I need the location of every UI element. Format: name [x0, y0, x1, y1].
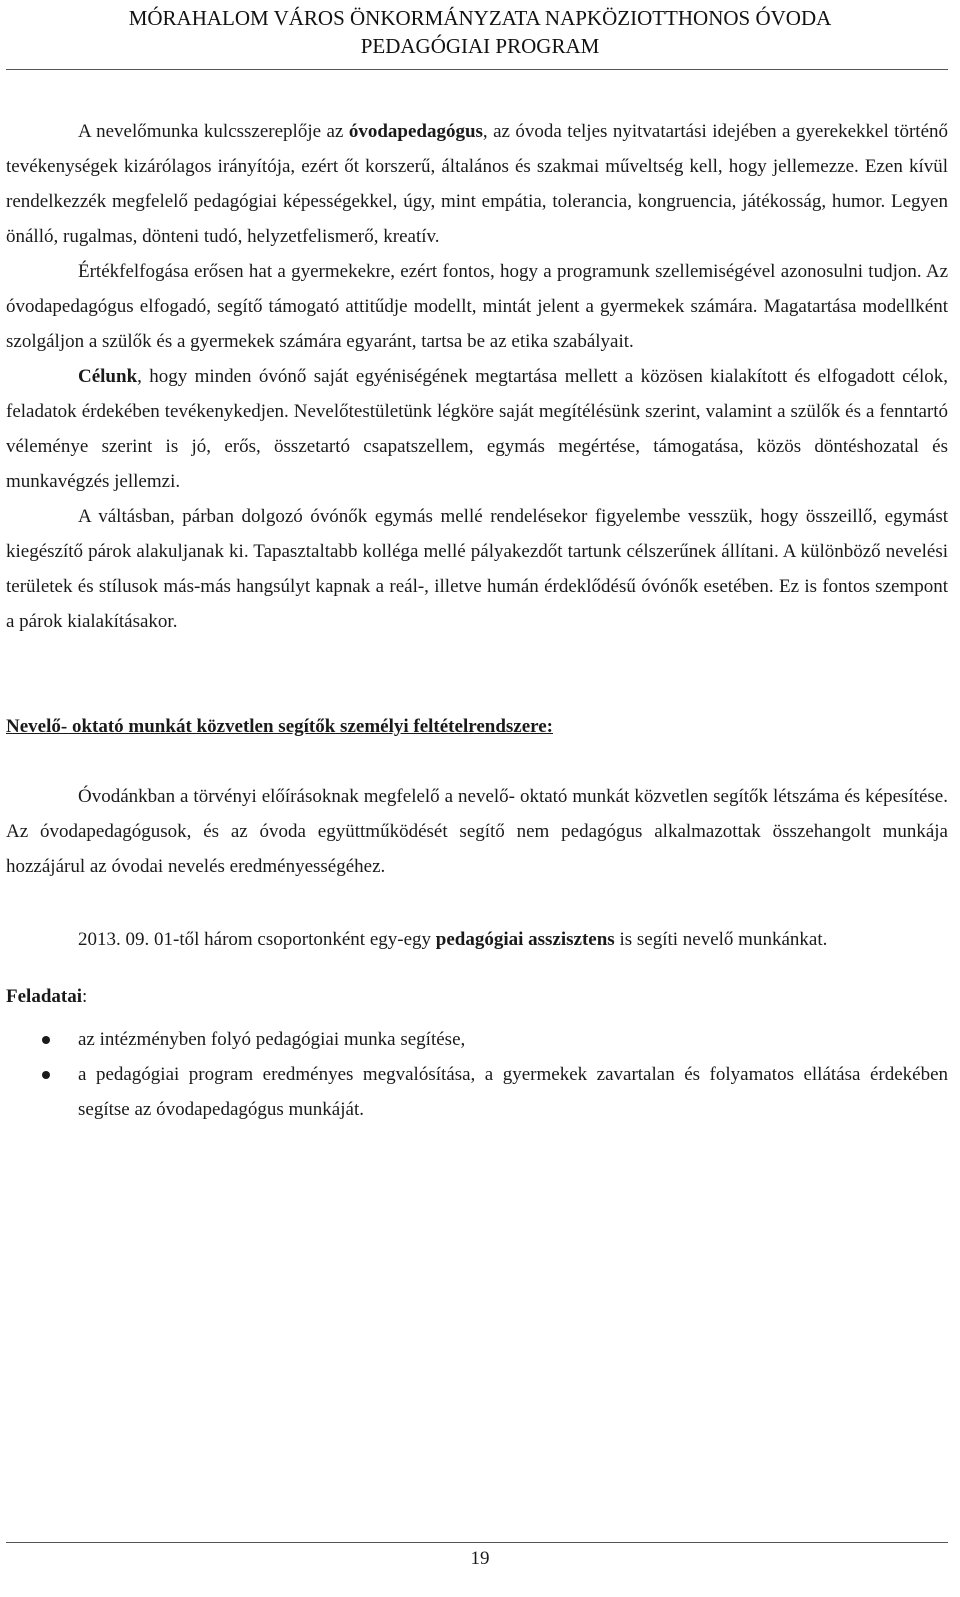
paragraph-pairing: A váltásban, párban dolgozó óvónők egymás mellé rendelésekor figyelembe vesszük, hogy összeillő, egymást kiegészítő párok alakuljanak ki. Tapasztaltabb kolléga mellé pályakezdőt tartunk célszerűnek állítani. A különböző nevelési területek és stílusok más-más hangsúlyt kapnak a reál-, illetve humán érdeklődésű óvónők esetében. Ez is fontos szempont a párok kialakításakor. — [6, 506, 948, 632]
text-run: is segíti nevelő munkánkat. — [614, 929, 828, 950]
tasks-label-colon: : — [82, 986, 88, 1007]
text-run: 2013. 09. 01-től három csoportonként egy-egy — [78, 929, 436, 950]
header-institution: MÓRAHALOM VÁROS ÖNKORMÁNYZATA NAPKÖZIOTTHONOS ÓVODA — [128, 6, 832, 30]
bold-term-ovodapedagogus: óvodapedagógus — [348, 121, 483, 142]
header-document-title: PEDAGÓGIAI PROGRAM — [360, 34, 600, 58]
list-item — [6, 1057, 948, 1127]
bullet-icon — [42, 1036, 50, 1044]
list-item-text: a pedagógiai program eredményes megvalósítása, a gyermekek zavartalan és folyamatos ellátása érdekében segítse az óvodapedagógus munkáját. — [78, 1064, 948, 1120]
list-item-text: az intézményben folyó pedagógiai munka segítése, — [78, 1029, 466, 1050]
header-divider — [6, 69, 948, 70]
tasks-list — [6, 1022, 948, 1127]
paragraph-values: Értékfelfogása erősen hat a gyermekekre, ezért fontos, hogy a programunk szellemiségével azonosulni tudjon. Az óvodapedagógus elfogadó, segítő támogató attitűdje modellt, mintát jelent a gyermekek számára. Magatartása modellként szolgáljon a szülők és a gyermekek számára egyaránt, tartsa be az etika szabályait. — [6, 261, 948, 352]
bold-term-assistant: pedagógiai asszisztens — [435, 929, 615, 950]
paragraph-assistant — [6, 922, 948, 957]
section-heading-text: Nevelő- oktató munkát közvetlen segítők személyi feltételrendszere: — [6, 716, 553, 737]
paragraph-educator-role — [6, 114, 948, 254]
paragraph-staff: Óvodánkban a törvényi előírásoknak megfelelő a nevelő- oktató munkát közvetlen segítők létszáma és képesítése. Az óvodapedagógusok, és az óvoda együttműködését segítő nem pedagógus alkalmazottak összehangolt munkája hozzájárul az óvodai nevelés eredményességéhez. — [6, 786, 948, 877]
text-run: , az óvoda teljes nyitvatartási idejében a gyerekekkel történő tevékenységek kizárólagos irányítója, ezért őt korszerű, általános és szakmai műveltség kell, hogy jellemezze. Ezen kívül rendelkezzék megfelelő pedagógiai képességekkel, úgy, mint empátia, tolerancia, kongruencia, játékosság, humor. Legyen önálló, rugalmas, dönteni tudó, helyzetfelismerő, kreatív. — [6, 121, 949, 247]
bold-term-celunk: Célunk — [78, 366, 138, 387]
footer-divider — [6, 1542, 948, 1543]
page-number: 19 — [470, 1548, 490, 1569]
document-body — [6, 114, 948, 1127]
list-item — [6, 1022, 948, 1057]
text-run: , hogy minden óvónő saját egyéniségének megtartása mellett a közösen kialakított és elfogadott célok, feladatok érdekében tevékenykedjen. Nevelőtestületünk légköre saját megítélésünk szerint, valamint a szülők és a fenntartó véleménye szerint is jó, erős, összetartó csapatszellem, egymás megértése, támogatása, közös döntéshozatal és munkavégzés jellemzi. — [6, 366, 948, 492]
bullet-icon — [42, 1071, 50, 1079]
document-header — [0, 4, 960, 60]
tasks-label — [6, 979, 948, 1014]
tasks-label-text: Feladatai — [6, 986, 82, 1007]
section-heading — [6, 709, 948, 744]
text-run: A nevelőmunka kulcsszereplője az — [78, 121, 349, 142]
paragraph-goal — [6, 359, 948, 499]
